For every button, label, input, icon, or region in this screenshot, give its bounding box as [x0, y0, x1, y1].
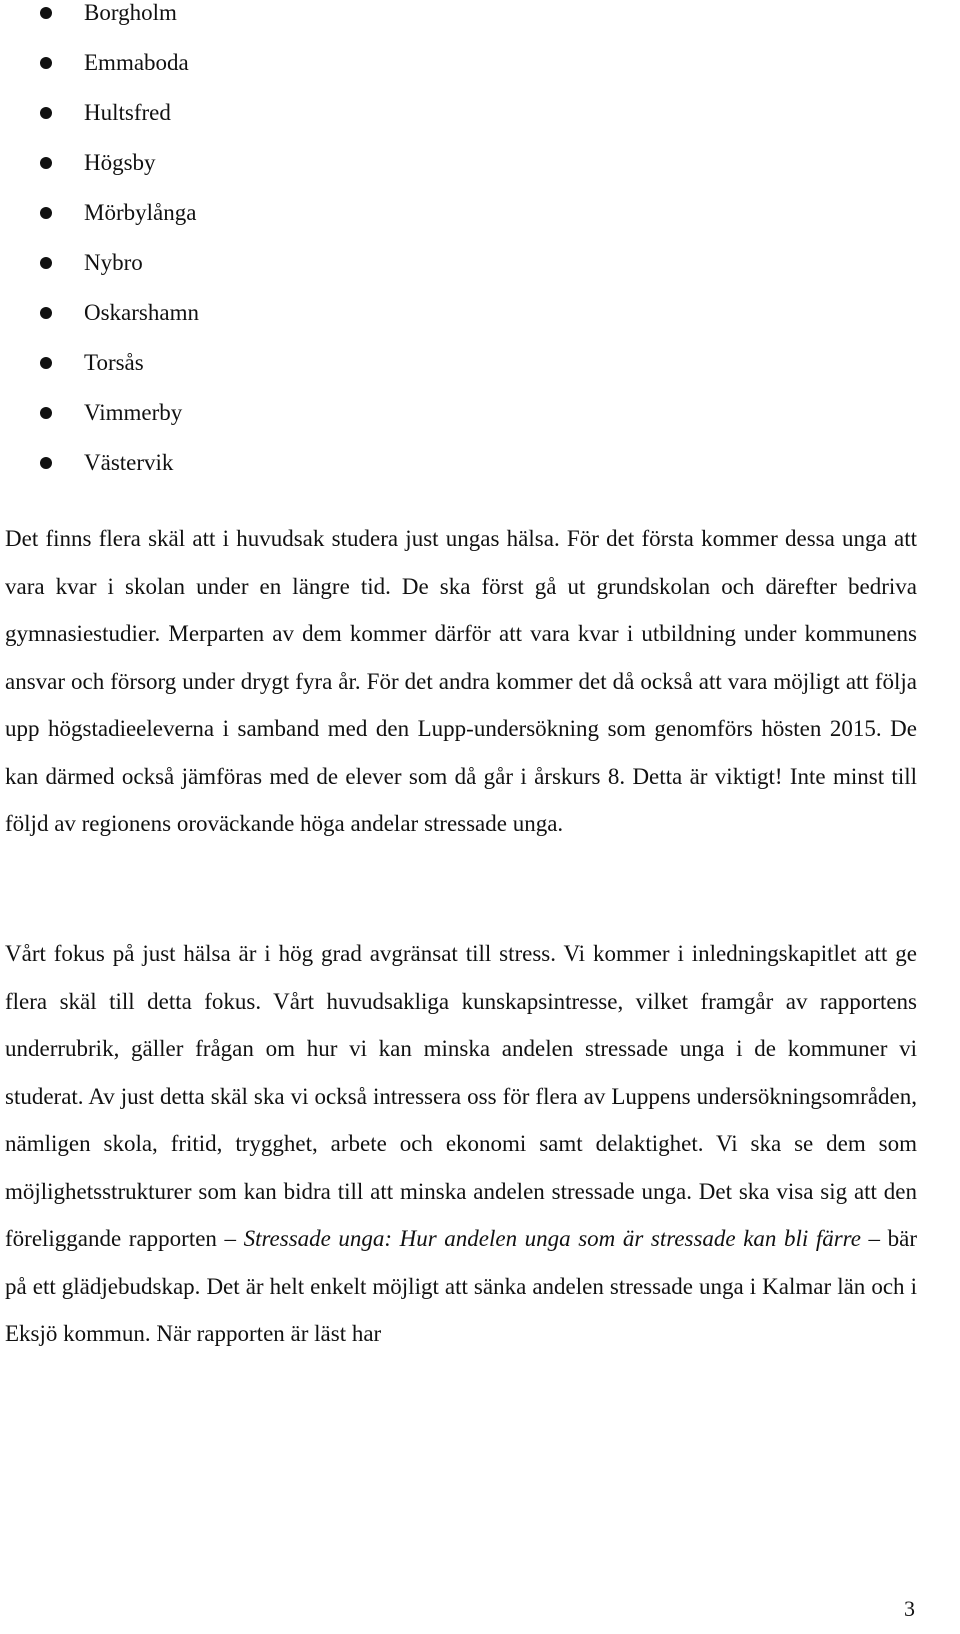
list-item — [0, 400, 600, 450]
list-item-label: Torsås — [84, 350, 144, 375]
bullet-icon — [40, 207, 52, 219]
list-item-label: Borgholm — [84, 0, 177, 25]
list-item — [0, 350, 600, 400]
list-item — [0, 300, 600, 350]
bullet-icon — [40, 257, 52, 269]
list-item-label: Oskarshamn — [84, 300, 199, 325]
report-title: Stressade unga: Hur andelen unga som är stressade kan bli färre — [243, 1226, 861, 1251]
bullet-icon — [40, 457, 52, 469]
bullet-icon — [40, 7, 52, 19]
bullet-icon — [40, 307, 52, 319]
body-paragraph-reasons: Det finns flera skäl att i huvudsak studera just ungas hälsa. För det första kommer dessa unga att vara kvar i skolan under en längre tid. De ska först gå ut grundskolan och därefter bedriva gymnasiestudier. Merparten av dem kommer därför att vara kvar i utbildning under kommunens ansvar och försorg under drygt fyra år. För det andra kommer det då också att vara möjligt att följa upp högstadieeleverna i samband med den Lupp-undersökning som genomförs hösten 2015. De kan därmed också jämföras med de elever som då går i årskurs 8. Detta är viktigt! Inte minst till följd av regionens oroväckande höga andelar stressade unga. — [5, 526, 917, 836]
list-item — [0, 50, 600, 100]
list-item — [0, 450, 600, 500]
body-paragraph-focus — [5, 930, 917, 1358]
list-item-label: Vimmerby — [84, 400, 183, 425]
list-item — [0, 150, 600, 200]
list-item-label: Nybro — [84, 250, 143, 275]
bullet-icon — [40, 57, 52, 69]
list-item — [0, 200, 600, 250]
list-item-label: Mörbylånga — [84, 200, 197, 225]
list-item — [0, 0, 600, 50]
bullet-icon — [40, 107, 52, 119]
list-item-label: Västervik — [84, 450, 174, 475]
page-number: 3 — [904, 1596, 915, 1621]
bullet-icon — [40, 407, 52, 419]
municipality-list — [0, 0, 600, 500]
list-item-label: Emmaboda — [84, 50, 189, 75]
list-item-label: Hultsfred — [84, 100, 171, 125]
bullet-icon — [40, 357, 52, 369]
paragraph-text: Vårt fokus på just hälsa är i hög grad avgränsat till stress. Vi kommer i inledningskapitlet att ge flera skäl till detta fokus. Vårt huvudsakliga kunskapsintresse, vilket framgår av rapportens underrubrik, gäller frågan om hur vi kan minska andelen stressade unga i de kommuner vi studerat. Av just detta skäl ska vi också intressera oss för flera av Luppens undersökningsområden, nämligen skola, fritid, trygghet, arbete och ekonomi samt delaktighet. Vi ska se dem som möjlighetsstrukturer som kan bidra till att minska andelen stressade unga. Det ska visa sig att den föreliggande rapporten – — [5, 941, 917, 1251]
paragraph-text: – bär på ett glädjebudskap. Det är helt enkelt möjligt att sänka andelen stressade unga i Kalmar län och i Eksjö kommun. När rapporten är läst har — [5, 1226, 917, 1346]
list-item — [0, 100, 600, 150]
bullet-icon — [40, 157, 52, 169]
list-item-label: Högsby — [84, 150, 156, 175]
list-item — [0, 250, 600, 300]
